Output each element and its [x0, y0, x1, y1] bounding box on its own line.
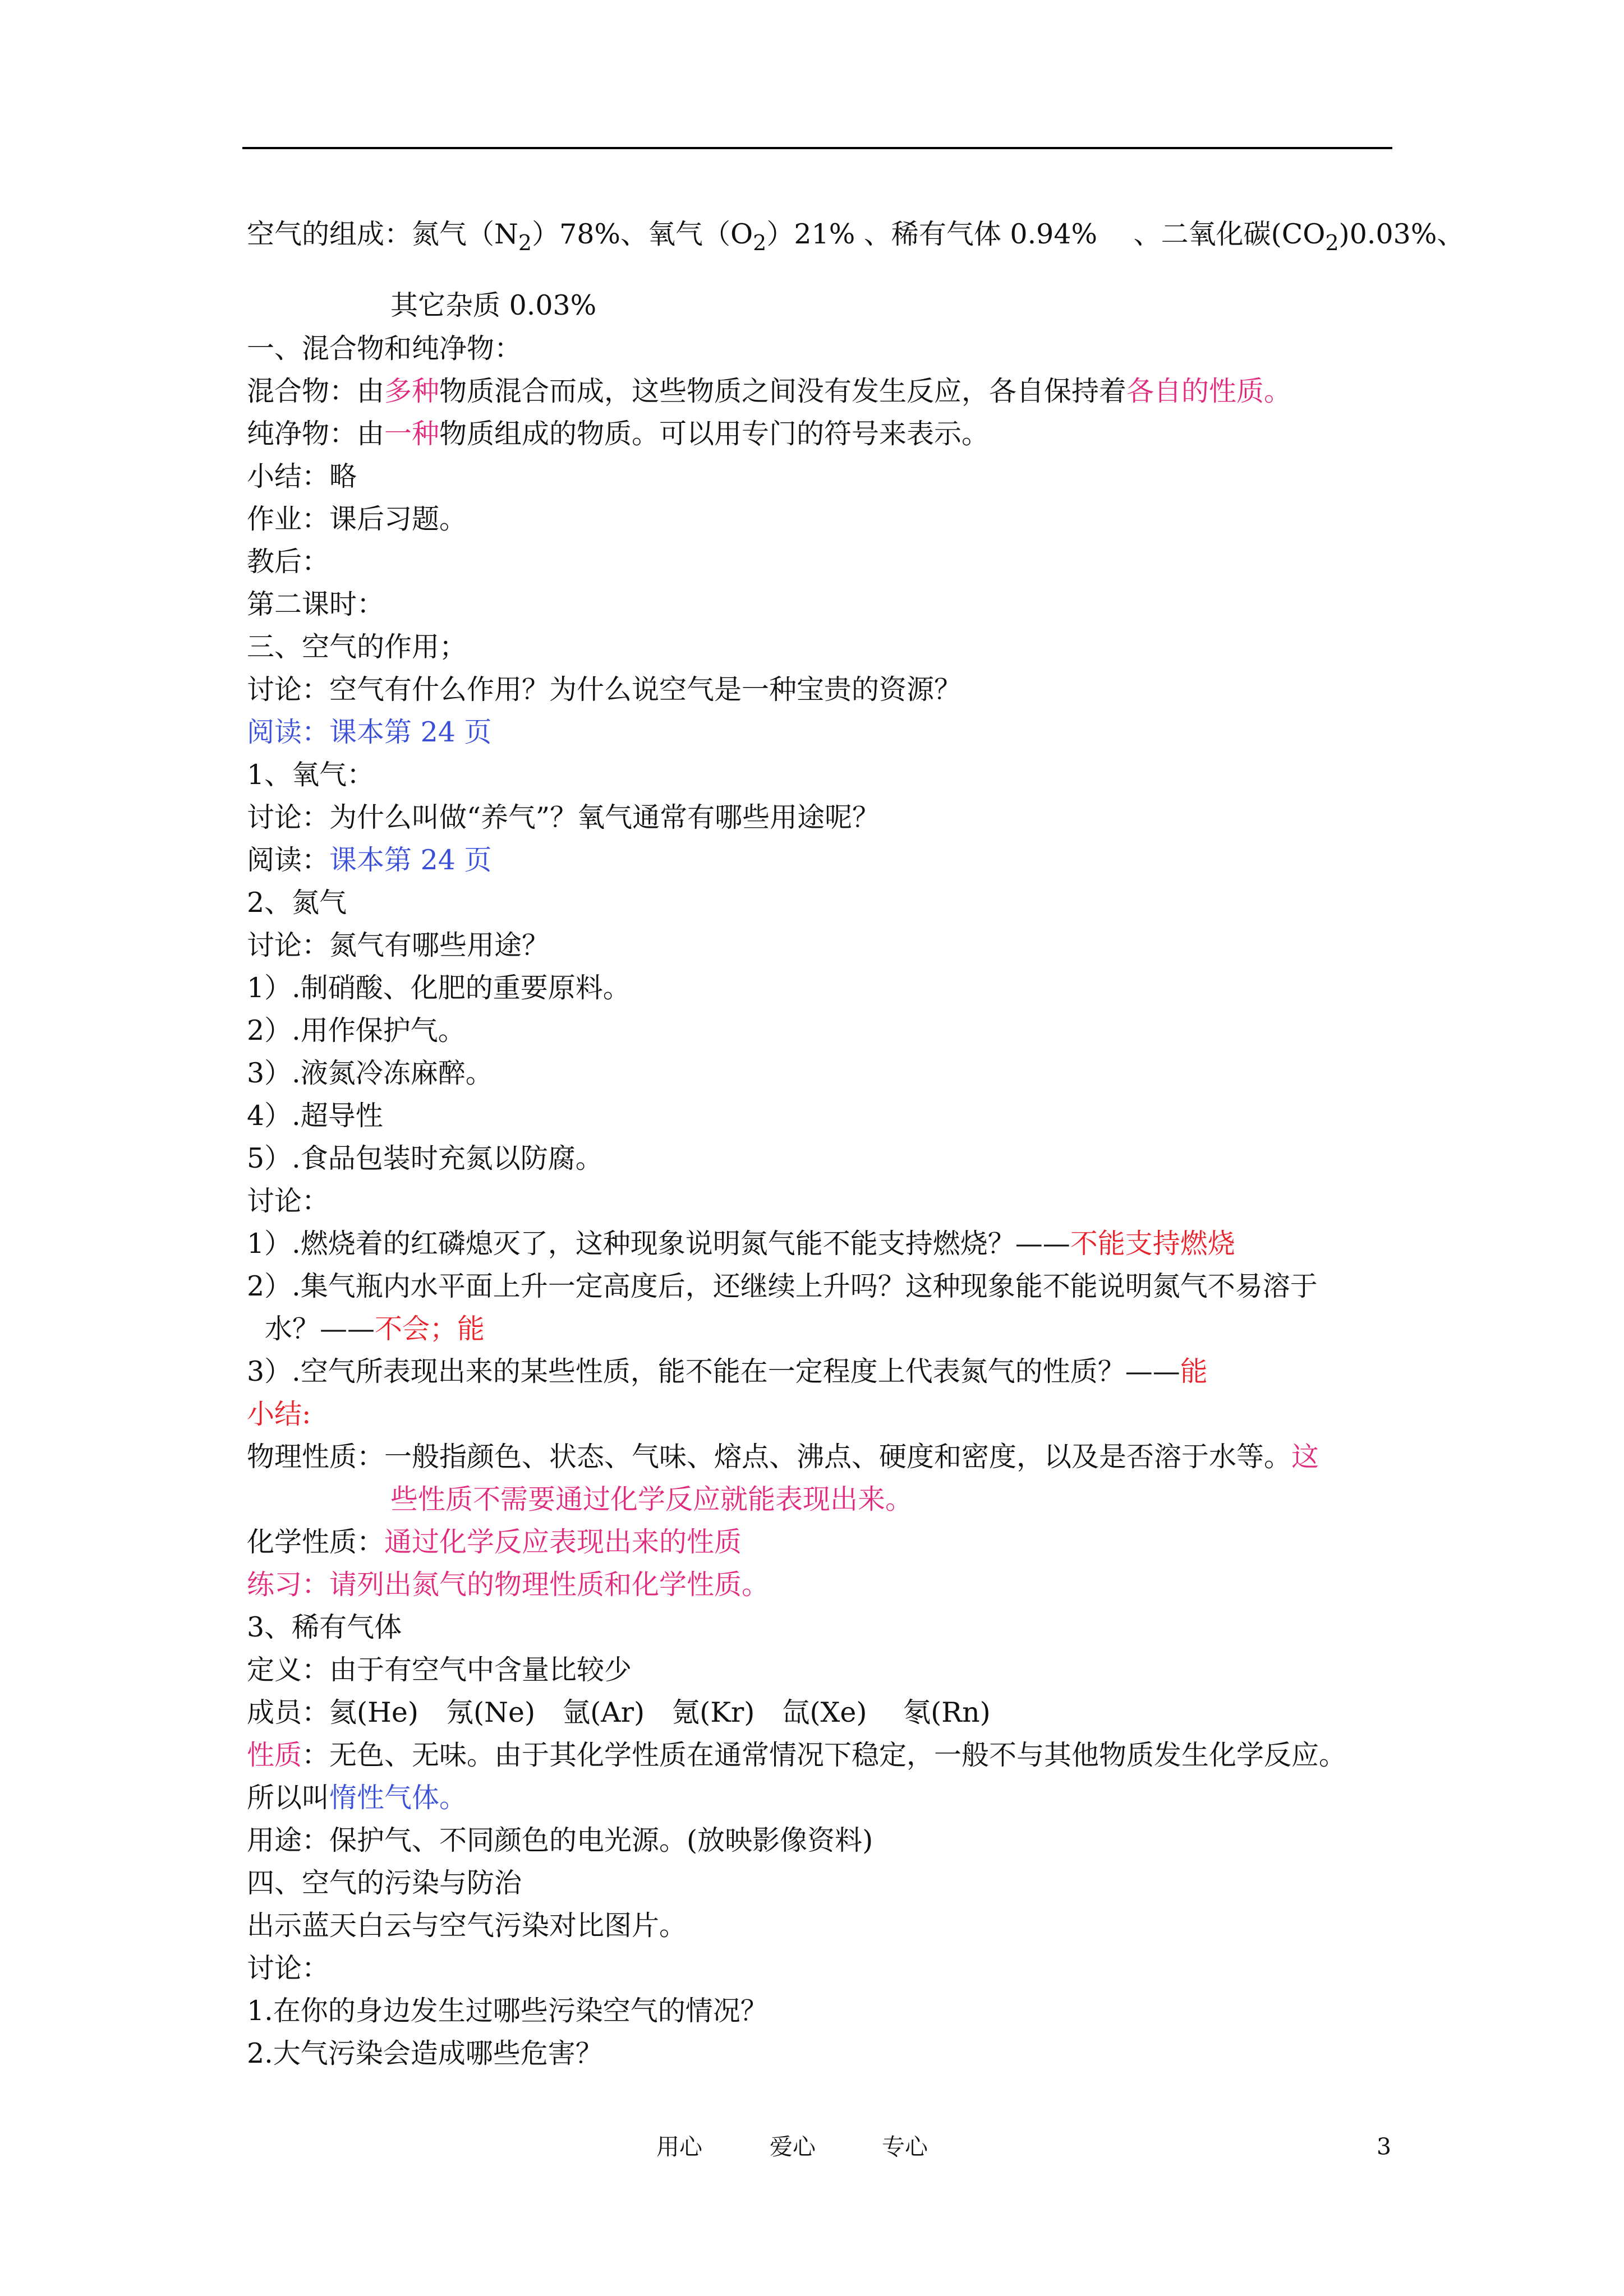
oxygen-heading: 1、氧气： [247, 759, 375, 791]
mixture-definition [247, 374, 1291, 409]
footer-motto-3: 专心 [882, 2133, 928, 2160]
noble-gas-heading: 3、稀有气体 [247, 1611, 402, 1643]
question-3 [247, 1354, 1208, 1390]
pollution-discussion-label: 讨论： [247, 1952, 330, 1984]
nitrogen-use-item: 1）.制硝酸、化肥的重要原料。 [247, 972, 631, 1004]
nitrogen-use-item: 2）.用作保护气。 [247, 1015, 466, 1046]
mixture-text-b: 物质混合而成，这些物质之间没有发生反应，各自保持着 [439, 375, 1127, 407]
n2-subscript: 2 [518, 230, 532, 255]
question-2-cont-text: 水？—— [265, 1313, 375, 1345]
section-pollution-heading: 四、空气的污染与防治 [247, 1867, 522, 1899]
header-rule [242, 147, 1392, 149]
exercise-line: 练习：请列出氮气的物理性质和化学性质。 [247, 1569, 770, 1601]
inert-gas-line [247, 1780, 467, 1816]
reading-line-1: 阅读：课本第 24 页 [247, 716, 492, 748]
summary-label: 小结: [247, 1398, 311, 1430]
co2-subscript: 2 [1325, 230, 1339, 255]
question-2-continuation [265, 1311, 485, 1347]
noble-gas-definition: 定义：由于有空气中含量比较少 [247, 1654, 632, 1686]
composition-prefix: 空气的组成：氮气（N [247, 218, 518, 250]
composition-continuation: 其它杂质 0.03% [390, 289, 597, 321]
chemical-property-label: 化学性质： [247, 1526, 385, 1558]
noble-gas-members: 成员：氦(He) 氖(Ne) 氩(Ar) 氪(Kr) 氙(Xe) 氡(Rn) [247, 1696, 991, 1728]
footer-motto-1: 用心 [656, 2133, 702, 2160]
inert-gas-prefix: 所以叫 [247, 1782, 330, 1814]
lesson-two-line: 第二课时： [247, 588, 385, 620]
discussion-label: 讨论： [247, 1185, 330, 1217]
inert-gas-term: 惰性气体。 [329, 1782, 467, 1814]
air-composition-line [247, 216, 1464, 254]
reading-line-2 [247, 842, 492, 878]
property-label: 性质 [247, 1739, 302, 1771]
nitrogen-use-item: 4）.超导性 [247, 1100, 383, 1132]
co2-value: )0.03%、 [1338, 218, 1465, 250]
physical-property-text: 物理性质：一般指颜色、状态、气味、熔点、沸点、硬度和密度，以及是否溶于水等。 [247, 1441, 1292, 1473]
noble-gas-use: 用途：保护气、不同颜色的电光源。(放映影像资料) [247, 1824, 873, 1856]
section-mixture-heading: 一、混合物和纯净物： [247, 333, 522, 365]
summary-line: 小结：略 [247, 460, 357, 492]
question-2-answer: 不会；能 [375, 1313, 485, 1345]
pure-highlight: 一种 [384, 418, 440, 450]
discussion-air-use: 讨论：空气有什么作用？为什么说空气是一种宝贵的资源？ [247, 674, 962, 706]
chemical-property-line [247, 1524, 742, 1560]
page-number: 3 [1377, 2133, 1392, 2160]
question-1 [247, 1226, 1235, 1262]
reading-text: 课本第 24 页 [329, 844, 492, 876]
question-3-answer: 能 [1180, 1356, 1208, 1387]
o2-subscript: 2 [753, 230, 767, 255]
pure-text-b: 物质组成的物质。可以用专门的符号来表示。 [439, 418, 990, 450]
pollution-question-1: 1.在你的身边发生过哪些污染空气的情况？ [247, 1995, 768, 2027]
pure-substance-definition [247, 416, 989, 452]
property-text: ：无色、无味。由于其化学性质在通常情况下稳定，一般不与其他物质发生化学反应。 [302, 1739, 1347, 1771]
nitrogen-use-item: 5）.食品包装时充氮以防腐。 [247, 1142, 603, 1174]
mixture-text-a: 混合物：由 [247, 375, 385, 407]
homework-line: 作业：课后习题。 [247, 503, 467, 535]
nitrogen-discussion: 讨论：氮气有哪些用途？ [247, 929, 550, 961]
question-2: 2）.集气瓶内水平面上升一定高度后，还继续上升吗？这种现象能不能说明氮气不易溶于 [247, 1270, 1318, 1302]
physical-property-line [247, 1439, 1319, 1475]
question-1-answer: 不能支持燃烧 [1070, 1228, 1235, 1260]
n2-value: ）78%、氧气（O [532, 218, 753, 250]
o2-value: ）21% 、稀有气体 0.94% 、二氧化碳(CO [766, 218, 1326, 250]
question-3-text: 3）.空气所表现出来的某些性质，能不能在一定程度上代表氮气的性质？—— [247, 1356, 1180, 1387]
after-teaching-line: 教后： [247, 546, 330, 578]
pure-text-a: 纯净物：由 [247, 418, 385, 450]
nitrogen-heading: 2、氮气 [247, 887, 347, 919]
physical-property-highlight: 这 [1291, 1441, 1319, 1473]
physical-property-continuation: 些性质不需要通过化学反应就能表现出来。 [390, 1483, 913, 1515]
oxygen-discussion: 讨论：为什么叫做“养气”？氧气通常有哪些用途呢？ [247, 801, 880, 833]
mixture-highlight-b: 各自的性质。 [1126, 375, 1292, 407]
mixture-highlight-a: 多种 [384, 375, 440, 407]
pollution-question-2: 2.大气污染会造成哪些危害？ [247, 2037, 603, 2069]
show-pictures-line: 出示蓝天白云与空气污染对比图片。 [247, 1910, 687, 1942]
noble-gas-property [247, 1737, 1346, 1773]
chemical-property-text: 通过化学反应表现出来的性质 [384, 1526, 742, 1558]
footer-motto-2: 爱心 [770, 2133, 816, 2160]
section-air-use-heading: 三、空气的作用； [247, 631, 467, 663]
reading-label: 阅读： [247, 844, 330, 876]
question-1-text: 1）.燃烧着的红磷熄灭了，这种现象说明氮气能不能支持燃烧？—— [247, 1228, 1070, 1260]
nitrogen-use-item: 3）.液氮冷冻麻醉。 [247, 1057, 493, 1089]
